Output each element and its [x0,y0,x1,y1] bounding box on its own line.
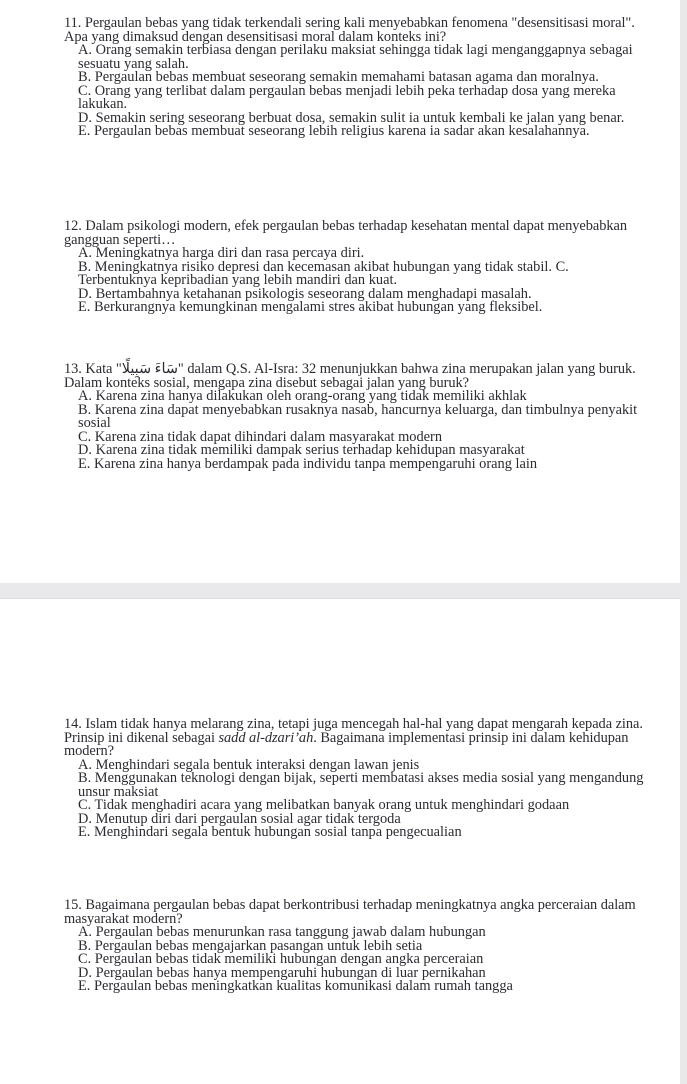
option-13-b[interactable]: B. Karena zina dapat menyebabkan rusaknya nasab, hancurnya keluarga, dan timbulnya penyakit sosial [78,401,638,431]
question-14-term: sadd al-dzari’ah [218,729,314,746]
question-14-text [64,718,644,759]
question-14-stem-end: . Bagaimana implementasi prinsip ini dalam kehidupan modern? [64,729,629,759]
question-12-number: 12. [64,218,82,234]
question-14-number: 14. [64,716,82,732]
option-14-a[interactable]: A. Menghindari segala bentuk interaksi dengan lawan jenis [78,756,420,773]
question-13-number: 13. [64,361,82,377]
page-2 [0,598,680,1084]
option-13-a[interactable]: A. Karena zina hanya dilakukan oleh orang-orang yang tidak memiliki akhlak [78,388,527,404]
option-15-d[interactable]: D. Pergaulan bebas hanya mempengaruhi hubungan di luar pernikahan [78,964,486,981]
question-12 [64,220,644,315]
question-11-number: 11. [64,15,82,31]
question-15-number: 15. [64,897,82,913]
option-13-d[interactable]: D. Karena zina tidak memiliki dampak serius terhadap kehidupan masyarakat [78,442,525,458]
question-12-stem: Dalam psikologi modern, efek pergaulan bebas terhadap kesehatan mental dapat menyebabkan gangguan seperti… [64,218,627,248]
question-11-stem: Pergaulan bebas yang tidak terkendali sering kali menyebabkan fenomena "desensitisasi moral". Apa yang dimaksud dengan desensitisasi moral dalam konteks ini? [64,15,635,45]
option-11-b[interactable]: B. Pergaulan bebas membuat seseorang semakin memahami batasan agama dan moralnya. [78,69,599,85]
option-12-b[interactable]: B. Meningkatnya risiko depresi dan kecemasan akibat hubungan yang tidak stabil. C. Terbentuknya kepribadian yang lebih mandiri dan kuat. [78,258,569,288]
option-13-e[interactable]: E. Karena zina hanya berdampak pada individu tanpa mempengaruhi orang lain [78,455,538,472]
question-15-text [64,899,644,926]
option-15-b[interactable]: B. Pergaulan bebas mengajarkan pasangan untuk lebih setia [78,937,423,954]
question-12-text [64,220,644,247]
option-14-b[interactable]: B. Menggunakan teknologi dengan bijak, seperti membatasi akses media sosial yang mengandung unsur maksiat [78,770,644,800]
question-11-text [64,17,644,44]
option-11-a[interactable]: A. Orang semakin terbiasa dengan perilaku maksiat sehingga tidak lagi menganggapnya sebagai sesuatu yang salah. [78,42,633,72]
question-13 [64,363,644,471]
option-14-d[interactable]: D. Menutup diri dari pergaulan sosial agar tidak tergoda [78,810,401,827]
option-12-e[interactable]: E. Berkurangnya kemungkinan mengalami stres akibat hubungan yang fleksibel. [78,299,543,315]
question-15 [64,899,644,994]
option-11-c[interactable]: C. Orang yang terlibat dalam pergaulan bebas menjadi lebih peka terhadap dosa yang mereka lakukan. [78,82,616,112]
question-14-stem-start: Islam tidak hanya melarang zina, tetapi juga mencegah hal-hal yang dapat mengarah kepada zina. Prinsip ini dikenal sebagai [64,716,643,746]
question-15-stem: Bagaimana pergaulan bebas dapat berkontribusi terhadap meningkatnya angka perceraian dalam masyarakat modern? [64,897,636,927]
option-13-c[interactable]: C. Karena zina tidak dapat dihindari dalam masyarakat modern [78,428,443,445]
question-11 [64,17,644,139]
option-15-e[interactable]: E. Pergaulan bebas meningkatkan kualitas komunikasi dalam rumah tangga [78,978,513,994]
question-13-stem: Kata "سَاءَ سَبِيلًا" dalam Q.S. Al-Isra: 32 menunjukkan bahwa zina merupakan jalan yang buruk. Dalam konteks sosial, mengapa zina disebut sebagai jalan yang buruk? [64,361,636,391]
option-11-d[interactable]: D. Semakin sering seseorang berbuat dosa, semakin sulit ia untuk kembali ke jalan yang benar. [78,109,625,126]
option-14-e[interactable]: E. Menghindari segala bentuk hubungan sosial tanpa pengecualian [78,824,462,840]
question-14 [64,718,644,840]
question-13-text [64,363,644,390]
option-12-d[interactable]: D. Bertambahnya ketahanan psikologis seseorang dalam menghadapi masalah. [78,285,532,302]
option-11-e[interactable]: E. Pergaulan bebas membuat seseorang lebih religius karena ia sadar akan kesalahannya. [78,123,590,139]
option-15-a[interactable]: A. Pergaulan bebas menurunkan rasa tanggung jawab dalam hubungan [78,924,486,940]
option-14-c[interactable]: C. Tidak menghadiri acara yang melibatkan banyak orang untuk menghindari godaan [78,797,570,813]
option-12-a[interactable]: A. Meningkatnya harga diri dan rasa percaya diri. [78,245,365,261]
option-15-c[interactable]: C. Pergaulan bebas tidak memiliki hubungan dengan angka perceraian [78,951,484,967]
